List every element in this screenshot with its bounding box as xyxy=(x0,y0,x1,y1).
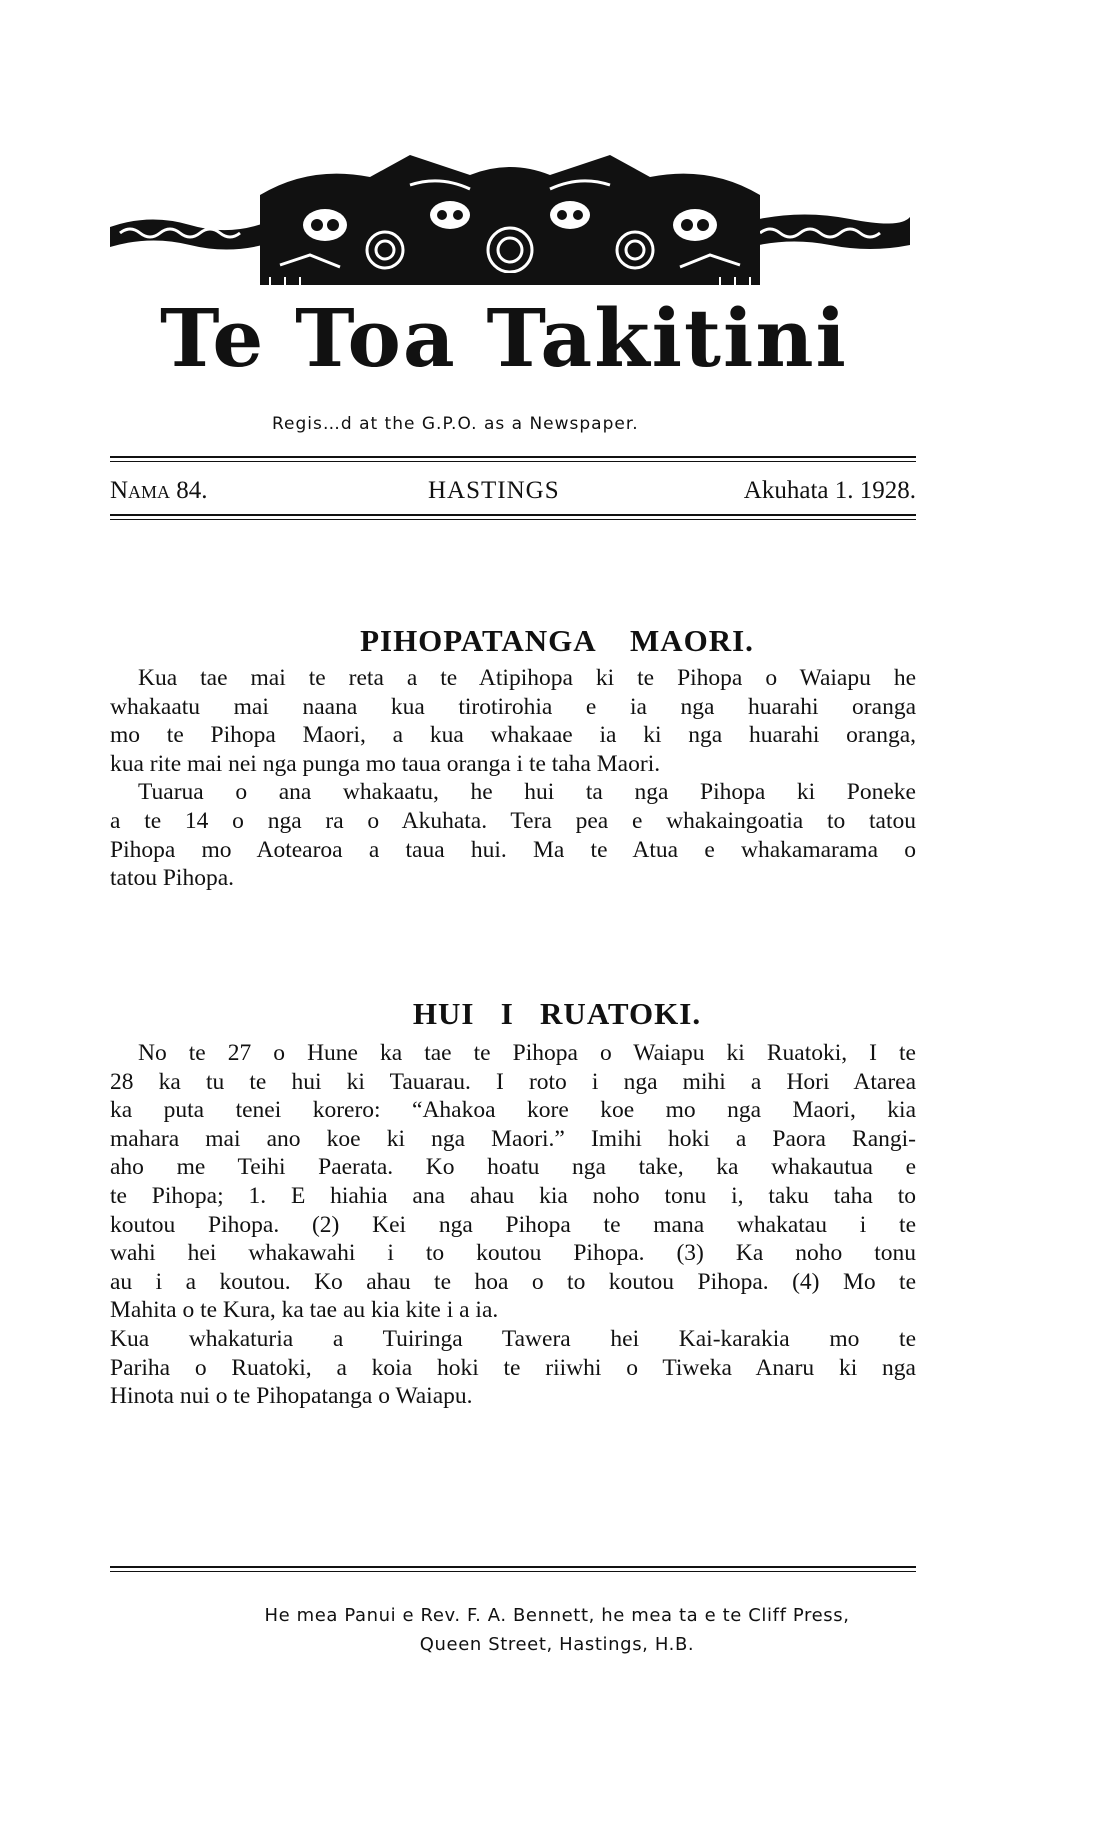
article-line: koutou Pihopa. (2) Kei nga Pihopa te mana whakatau i te xyxy=(110,1211,916,1238)
article-line: Tuarua o ana whakaatu, he hui ta nga Pihopa ki Poneke xyxy=(138,779,916,806)
issue-rule xyxy=(110,514,916,516)
article-line: aho me Teihi Paerata. Ko hoatu nga take, ka whakautua e xyxy=(110,1154,916,1181)
article-line: Mahita o te Kura, ka tae au kia kite i a ia. xyxy=(110,1297,499,1324)
issue-date: Akuhata 1. 1928. xyxy=(743,477,916,504)
registration-note: Regis…d at the G.P.O. as a Newspaper. xyxy=(272,414,639,434)
imprint-line: Queen Street, Hastings, H.B. xyxy=(419,1634,695,1655)
footer-rule-thin xyxy=(110,1571,916,1572)
newspaper-title: Te Toa Takitini xyxy=(160,291,848,385)
article-line: te Pihopa; 1. E hiahia ana ahau kia noho tonu i, taku taha to xyxy=(110,1182,916,1209)
article-line: Kua tae mai te reta a te Atipihopa ki te Pihopa o Waiapu he xyxy=(138,665,916,691)
article-line: mo te Pihopa Maori, a kua whakaae ia ki nga huarahi oranga, xyxy=(110,722,916,749)
article-body xyxy=(110,1039,916,1411)
article-line: whakaatu mai naana kua tirotirohia e ia nga huarahi oranga xyxy=(110,693,916,720)
masthead-rule-thin xyxy=(110,461,916,462)
article-line: tatou Pihopa. xyxy=(110,865,235,892)
issue-place: HASTINGS xyxy=(428,477,560,504)
article-line: Pariha o Ruatoki, a koia hoki te riiwhi o Tiweka Anaru ki nga xyxy=(110,1354,916,1381)
article-line: a te 14 o nga ra o Akuhata. Tera pea e whakaingoatia to tatou xyxy=(110,807,916,834)
imprint-line: He mea Panui e Rev. F. A. Bennett, he mea ta e te Cliff Press, xyxy=(264,1605,850,1626)
article-line: Pihopa mo Aotearoa a taua hui. Ma te Atua e whakamarama o xyxy=(110,836,916,863)
printer-imprint xyxy=(0,1601,1114,1659)
article-line: ka puta tenei korero: “Ahakoa kore koe mo nga Maori, kia xyxy=(110,1097,916,1124)
issue-number: Nama 84. xyxy=(110,477,208,504)
article-line: mahara mai ano koe ki nga Maori.” Imihi hoki a Paora Rangi- xyxy=(110,1125,916,1152)
article-line: au i a koutou. Ko ahau te hoa o to koutou Pihopa. (4) Mo te xyxy=(110,1268,916,1295)
maori-carving-banner-icon xyxy=(110,155,910,295)
article-line: Hinota nui o te Pihopatanga o Waiapu. xyxy=(110,1383,473,1410)
article-line: Kua whakaturia a Tuiringa Tawera hei Kai-karakia mo te xyxy=(110,1325,916,1352)
masthead-rule xyxy=(110,456,916,458)
article-line: kua rite mai nei nga punga mo taua oranga i te taha Maori. xyxy=(110,750,661,777)
article-heading: HUI I RUATOKI. xyxy=(412,996,702,1031)
article-line: No te 27 o Hune ka tae te Pihopa o Waiapu ki Ruatoki, I te xyxy=(138,1040,916,1066)
issue-rule-thin xyxy=(110,519,916,520)
article-line: 28 ka tu te hui ki Tauarau. I roto i nga mihi a Hori Atarea xyxy=(110,1068,916,1095)
footer-rule xyxy=(110,1566,916,1568)
article-body xyxy=(110,664,916,893)
article-line: wahi hei whakawahi i to koutou Pihopa. (3) Ka noho tonu xyxy=(110,1240,916,1267)
article-heading: PIHOPATANGA MAORI. xyxy=(360,623,754,658)
